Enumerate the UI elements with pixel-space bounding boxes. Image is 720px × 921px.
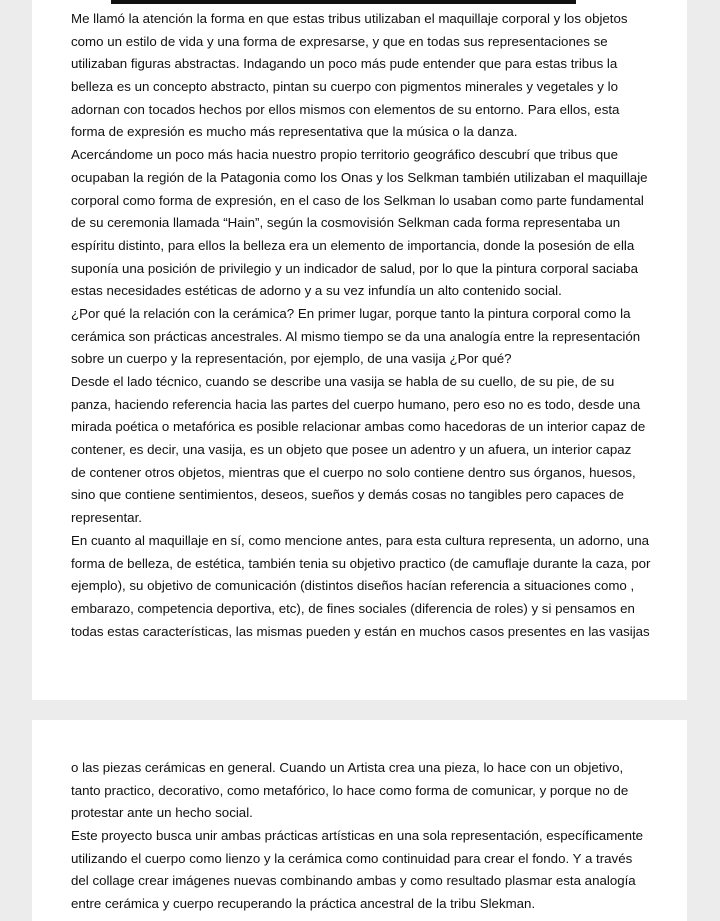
- text-line: adornan con tocados hechos por ellos mismos con elementos de su entorno. Para ellos, esta: [71, 101, 620, 117]
- text-line: Este proyecto busca unir ambas prácticas artísticas en una sola representación, específicamente: [71, 828, 644, 844]
- document-page-2: [32, 720, 687, 921]
- text-line: sino que contiene sentimientos, deseos, sueños y demás cosas no tangibles pero capaces de: [71, 487, 624, 503]
- text-line: estas necesidades estéticas de adorno y a su vez infundía un alto contenido social.: [71, 283, 562, 299]
- text-line: utilizando el cuerpo como lienzo y la cerámica como continuidad para crear el fondo. Y a través: [71, 850, 633, 866]
- page-2-text: [71, 757, 661, 916]
- text-line: ¿Por qué la relación con la cerámica? En primer lugar, porque tanto la pintura corporal como la: [71, 305, 631, 321]
- page-1-text: [71, 8, 661, 643]
- text-line: embarazo, competencia deportiva, etc), de fines sociales (diferencia de roles) y si pensamos en: [71, 600, 635, 616]
- top-divider: [111, 0, 576, 4]
- text-line: representar.: [71, 510, 142, 526]
- text-line: cerámica son prácticas ancestrales. Al mismo tiempo se da una analogía entre la representación: [71, 328, 641, 344]
- text-line: tanto practico, decorativo, como metafórico, lo hace como forma de comunicar, y porque no de: [71, 782, 629, 798]
- text-line: de contener otros objetos, mientras que el cuerpo no solo contiene dentro sus órganos, huesos,: [71, 464, 636, 480]
- text-line: Desde el lado técnico, cuando se describe una vasija se habla de su cuello, de su pie, de su: [71, 374, 615, 389]
- text-line: mirada poética o metafórica es posible relacionar ambas como hacedoras de un interior capaz de: [71, 419, 646, 435]
- text-line: protestar ante un hecho social.: [71, 805, 253, 821]
- text-line: corporal como forma de expresión, en el caso de los Selkman lo usaban como parte fundamental: [71, 192, 644, 208]
- text-line: de su ceremonia llamada “Hain”, según la cosmovisión Selkman cada forma representaba un: [71, 215, 621, 231]
- text-line: contener, es decir, una vasija, es un objeto que posee un adentro y un afuera, un interior capaz: [71, 442, 632, 458]
- text-line: utilizaban figuras abstractas. Indagando un poco más pude entender que para estas tribus la: [71, 56, 618, 72]
- text-line: todas estas características, las mismas pueden y están en muchos casos presentes en las vasijas: [71, 623, 650, 639]
- text-line: forma de belleza, de estética, también tenia su objetivo practico (de camuflaje durante la caza, por: [71, 555, 651, 571]
- text-line: En cuanto al maquillaje en sí, como mencione antes, para esta cultura representa, un adorno, una: [71, 532, 650, 548]
- text-line: del collage crear imágenes nuevas combinando ambas y como resultado plasmar esta analogía: [71, 873, 636, 889]
- text-line: Acercándome un poco más hacia nuestro propio territorio geográfico descubrí que tribus que: [71, 147, 618, 163]
- text-line: como un estilo de vida y una forma de expresarse, y que en todas sus representaciones se: [71, 33, 608, 49]
- text-line: ocupaban la región de la Patagonia como los Onas y los Selkman también utilizaban el maquillaje: [71, 169, 648, 185]
- text-line: Me llamó la atención la forma en que estas tribus utilizaban el maquillaje corporal y los objetos: [71, 11, 628, 26]
- text-line: forma de expresión es mucho más representativa que la música o la danza.: [71, 124, 518, 140]
- text-line: sobre un cuerpo y la representación, por ejemplo, de una vasija ¿Por qué?: [71, 351, 512, 367]
- text-line: espíritu distinto, para ellos la belleza era un elemento de importancia, donde la posesión de ella: [71, 237, 635, 253]
- document-page-1: [32, 0, 687, 700]
- text-line: ejemplo), su objetivo de comunicación (distintos diseños hacían referencia a situaciones como ,: [71, 578, 635, 594]
- text-line: belleza es un concepto abstracto, pintan su cuerpo con pigmentos minerales y vegetales y lo: [71, 79, 618, 95]
- text-line: entre cerámica y cuerpo recuperando la práctica ancestral de la tribu Slekman.: [71, 896, 536, 912]
- text-line: panza, haciendo referencia hacia las partes del cuerpo humano, pero eso no es todo, desde una: [71, 396, 641, 412]
- text-line: suponía una posición de privilegio y un indicador de salud, por lo que la pintura corporal saciaba: [71, 260, 638, 276]
- text-line: o las piezas cerámicas en general. Cuando un Artista crea una pieza, lo hace con un objetivo,: [71, 760, 624, 775]
